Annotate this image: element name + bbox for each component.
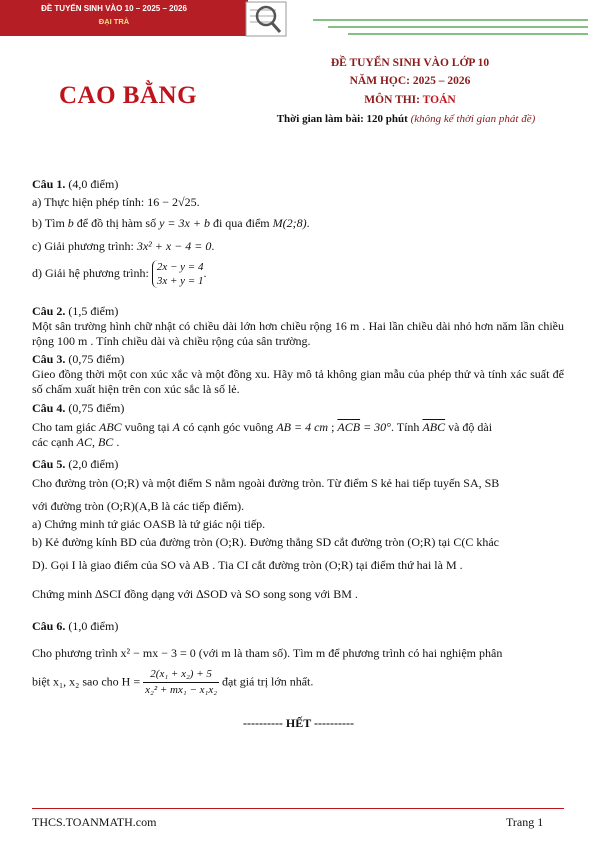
exam-year <box>260 75 560 87</box>
q6-line2b: đạt giá trị lớn nhất. <box>219 674 314 689</box>
question-4 <box>32 401 564 450</box>
q4-head: Câu 4. <box>32 401 66 415</box>
q1-heading <box>32 177 564 192</box>
q5-line4: b) Kẻ đường kính BD của đường tròn (O;R). Đường thẳng SD cắt đường tròn (O;R) tại C(C khác <box>32 535 499 549</box>
footer-divider <box>32 808 564 809</box>
q1-head: Câu 1. <box>32 177 66 191</box>
q5-line2: với đường tròn (O;R)(A,B là các tiếp điểm). <box>32 499 245 513</box>
exam-time <box>236 113 576 125</box>
q4-text6: và độ dài <box>445 420 493 434</box>
q3-heading <box>32 352 564 367</box>
q1-b-text1: b) Tìm <box>32 216 68 230</box>
q2-heading <box>32 304 564 319</box>
time-label: Thời gian làm bài: 120 phút <box>276 113 411 125</box>
q3-head: Câu 3. <box>32 352 66 366</box>
q1-b: b) Tìm b để đồ thị hàm số y = 3x + b đi qua điểm M(2;8). <box>32 216 310 230</box>
q4-text3: có cạnh góc vuông <box>180 420 277 434</box>
frac-denominator: x₂² + mx₁ − x₁x₂ <box>145 684 218 696</box>
q1-a-math: 16 − 2√25 <box>147 195 197 209</box>
q1-b-text3: đi qua điểm <box>209 216 273 230</box>
exam-year-text: NĂM HỌC: 2025 – 2026 <box>349 75 471 87</box>
question-3 <box>32 352 564 397</box>
q1-d-eq2: 3x + y = 1 <box>156 275 204 287</box>
q2-points: (1,5 điểm) <box>65 304 119 318</box>
q1-b-var: b <box>67 216 74 230</box>
footer-site[interactable]: THCS.TOANMATH.com <box>32 815 157 829</box>
magnifier-icon <box>228 0 597 40</box>
end-marker: ---------- HẾT ---------- <box>242 716 355 730</box>
q6-heading <box>32 619 564 634</box>
q5-head: Câu 5. <box>32 457 66 471</box>
q5-line3: a) Chứng minh tứ giác OASB là tứ giác nội tiếp. <box>32 517 266 531</box>
exam-title-text: ĐỀ TUYỂN SINH VÀO LỚP 10 <box>330 57 490 69</box>
question-2 <box>32 304 564 349</box>
q4-text2: vuông tại <box>121 420 173 434</box>
q1-d: d) Giải hệ phương trình: 2x − y = 4 3x + y = 1 . <box>32 261 207 287</box>
frac-numerator: 2(x₁ + x₂) + 5 <box>143 667 219 683</box>
q2-head: Câu 2. <box>32 304 66 318</box>
banner-title: ĐỀ TUYỂN SINH VÀO 10 – 2025 – 2026 <box>41 4 187 13</box>
city-name: CAO BẰNG <box>59 82 198 109</box>
question-5 <box>32 457 564 602</box>
h-fraction <box>143 667 219 698</box>
q4-heading <box>32 401 564 416</box>
q4-ab: AB = 4 cm <box>276 420 329 434</box>
q5-line6: Chứng minh ∆SCI đồng dạng với ∆SOD và SO song song với BM . <box>32 587 358 601</box>
q4-acb: $\overline{ACB}$ <box>337 420 361 434</box>
q6-points: (1,0 điểm) <box>65 619 119 633</box>
header-banner <box>0 0 228 36</box>
header-decor <box>228 0 597 40</box>
q1-d-eq1: 2x − y = 4 <box>156 261 204 273</box>
q5-line1: Cho đường tròn (O;R) và một điểm S nằm ngoài đường tròn. Từ điểm S kẻ hai tiếp tuyến SA, SB <box>32 476 500 490</box>
q5-line5: D). Gọi I là giao điểm của SO và AB . Tia CI cắt đường tròn (O;R) tại điểm thứ hai là M . <box>32 558 463 572</box>
q6-line2a: biệt x₁, x₂ sao cho H = <box>32 674 141 689</box>
q6-head: Câu 6. <box>32 619 66 633</box>
q4-abc: ABC <box>98 420 122 434</box>
exam-title <box>260 57 560 69</box>
question-1 <box>32 177 564 288</box>
question-6 <box>32 619 564 698</box>
q4-acb-val: = 30° <box>360 420 391 434</box>
q4-sides: AC, BC <box>76 435 114 449</box>
q1-points: (4,0 điểm) <box>65 177 119 191</box>
q4-a: A <box>172 420 180 434</box>
banner-subtitle: ĐẠI TRÀ <box>98 17 130 26</box>
q1-b-math: y = 3x + b <box>159 216 210 230</box>
q5-points: (2,0 điểm) <box>65 457 119 471</box>
q6-line1: Cho phương trình x² − mx − 3 = 0 (với m là tham số). Tìm m để phương trình có hai nghiệm phân <box>32 646 503 660</box>
subject-value: TOÁN <box>422 94 456 106</box>
q4-text7: các cạnh <box>32 435 77 449</box>
equation-system <box>152 260 204 288</box>
q4-text1: Cho tam giác <box>32 420 99 434</box>
q4-text5: . Tính <box>390 420 423 434</box>
q1-c-math: 3x² + x − 4 = 0 <box>136 239 212 253</box>
q4-text4: ; <box>328 420 338 434</box>
exam-subject <box>260 94 560 106</box>
q1-a: a) Thực hiện phép tính: 16 − 2√25. <box>32 195 200 209</box>
q4-line1 <box>32 420 564 435</box>
q5-heading <box>32 457 564 472</box>
subject-label: MÔN THI: <box>364 94 423 106</box>
q4-line2 <box>32 435 564 450</box>
q3-points: (0,75 điểm) <box>65 352 125 366</box>
time-note: (không kể thời gian phát đề) <box>410 113 536 125</box>
q4-text8: . <box>113 435 120 449</box>
q1-a-text: a) Thực hiện phép tính: <box>32 195 148 209</box>
q3-body: Gieo đồng thời một con xúc xắc và một đồng xu. Hãy mô tả không gian mẫu của phép thử và tính xác suất để số chấm xuất hiện trên con xúc sắc là số lẻ. <box>32 367 564 396</box>
q1-d-text: d) Giải hệ phương trình: <box>32 265 152 280</box>
q1-c-text: c) Giải phương trình: <box>32 239 137 253</box>
footer-page: Trang 1 <box>506 815 544 829</box>
q1-b-text2: để đồ thị hàm số <box>73 216 160 230</box>
q4-abc-angle: $\overline{ABC}$ <box>422 420 446 434</box>
q2-body: Một sân trường hình chữ nhật có chiều dài lớn hơn chiều rộng 16 m . Hai lần chiều dài nhỏ hơn năm lần chiều rộng 100 m . Tính chiều dài và chiều rộng của sân trường. <box>32 319 564 348</box>
q1-b-point: M(2;8) <box>272 216 307 230</box>
q1-c: c) Giải phương trình: 3x² + x − 4 = 0. <box>32 239 215 253</box>
q6-line2 <box>32 667 564 698</box>
q4-points: (0,75 điểm) <box>65 401 125 415</box>
